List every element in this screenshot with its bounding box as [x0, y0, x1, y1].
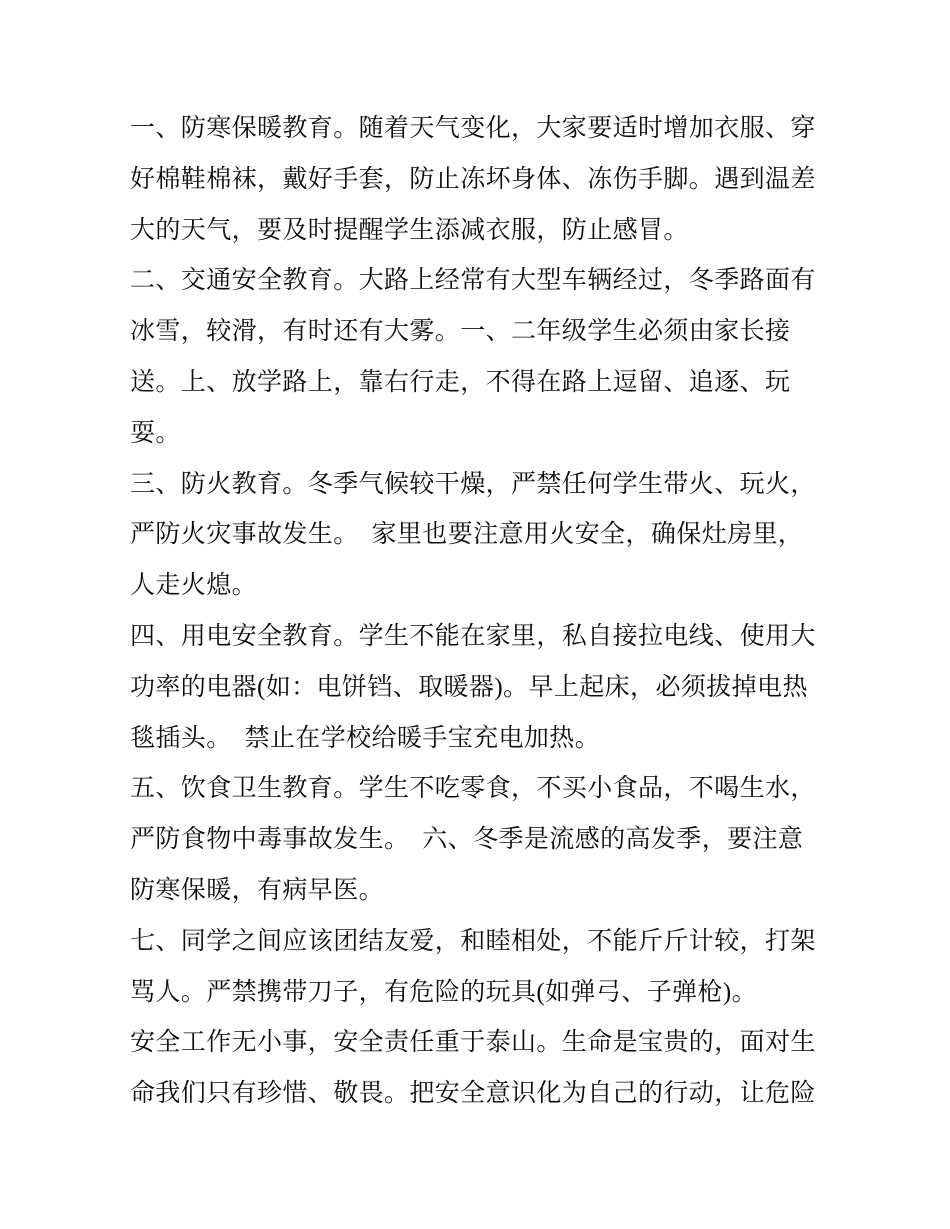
text-line: 命我们只有珍惜、敬畏。把安全意识化为自己的行动，让危险 — [130, 1080, 816, 1108]
text-line: 四、用电安全教育。学生不能在家里，私自接拉电线、使用大 — [130, 622, 816, 650]
text-line: 冰雪，较滑，有时还有大雾。一、二年级学生必须由家长接 — [130, 318, 791, 346]
text-line: 骂人。严禁携带刀子，有危险的玩具(如弹弓、子弹枪)。 — [130, 978, 758, 1006]
text-line: 人走火熄。 — [130, 572, 258, 600]
text-line: 毯插头。 禁止在学校给暖手宝充电加热。 — [130, 724, 601, 752]
text-line: 一、防寒保暖教育。随着天气变化，大家要适时增加衣服、穿 — [130, 115, 816, 142]
text-line: 五、饮食卫生教育。学生不吃零食，不买小食品，不喝生水， — [130, 775, 816, 803]
text-line: 防寒保暖，有病早医。 — [130, 876, 385, 904]
document-text-block — [130, 104, 830, 1120]
text-line: 严防食物中毒事故发生。 六、冬季是流感的高发季，要注意 — [130, 826, 804, 854]
text-line: 七、同学之间应该团结友爱，和睦相处，不能斤斤计较，打架 — [130, 927, 816, 955]
text-line: 送。上、放学路上，靠右行走，不得在路上逗留、追逐、玩 — [130, 368, 791, 396]
text-line: 安全工作无小事，安全责任重于泰山。生命是宝贵的，面对生 — [130, 1029, 816, 1057]
text-line: 功率的电器(如：电饼铛、取暖器)。早上起床，必须拔掉电热 — [130, 673, 808, 701]
text-line: 好棉鞋棉袜，戴好手套，防止冻坏身体、冻伤手脚。遇到温差 — [130, 165, 816, 193]
text-line: 耍。 — [130, 419, 181, 447]
text-line: 大的天气，要及时提醒学生添减衣服，防止感冒。 — [130, 216, 689, 244]
text-line: 严防火灾事故发生。 家里也要注意用火安全，确保灶房里， — [130, 521, 804, 549]
text-line: 二、交通安全教育。大路上经常有大型车辆经过，冬季路面有 — [130, 267, 816, 295]
text-line: 三、防火教育。冬季气候较干燥，严禁任何学生带火、玩火， — [130, 470, 816, 498]
